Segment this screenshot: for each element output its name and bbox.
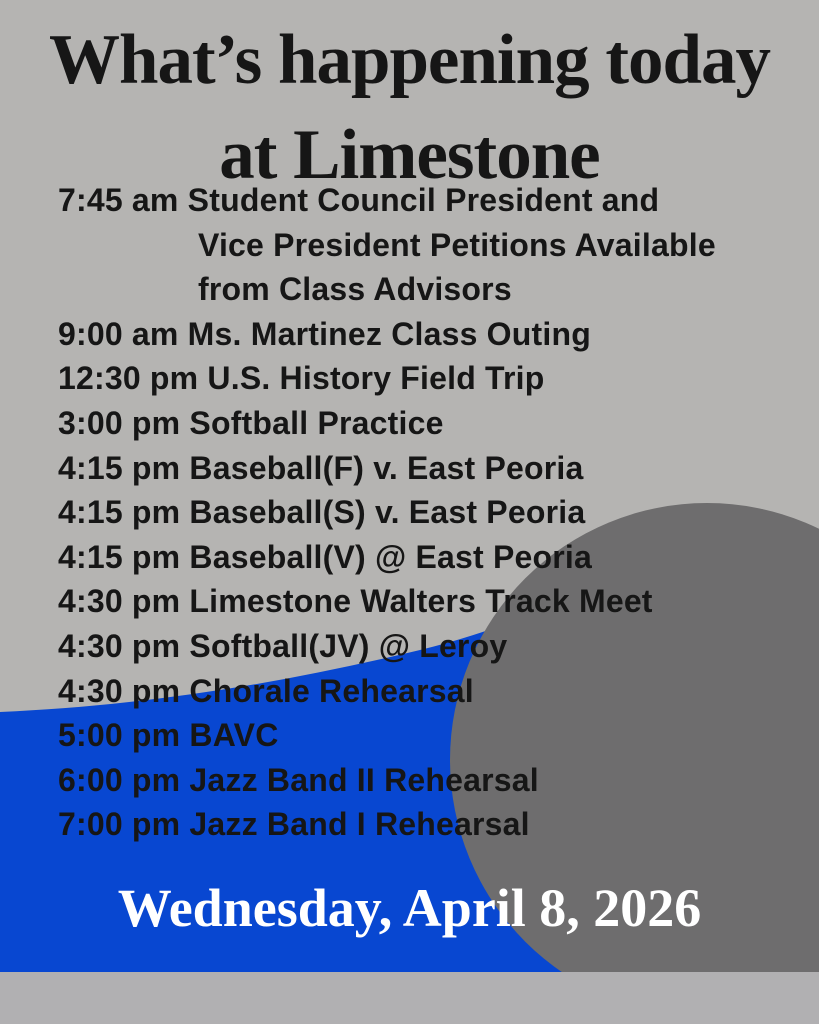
event-date: Wednesday, April 8, 2026 xyxy=(117,878,702,938)
event-line: 7:00 pm Jazz Band I Rehearsal xyxy=(58,806,530,843)
event-line: 9:00 am Ms. Martinez Class Outing xyxy=(58,315,591,352)
poster-title xyxy=(0,13,819,203)
event-line: Vice President Petitions Available xyxy=(198,226,716,263)
event-line: 6:00 pm Jazz Band II Rehearsal xyxy=(58,761,539,798)
event-line: 4:15 pm Baseball(F) v. East Peoria xyxy=(58,449,584,486)
poster-title-line-1: What’s happening today xyxy=(48,21,771,99)
event-line: 3:00 pm Softball Practice xyxy=(58,404,444,441)
events-list xyxy=(58,178,778,847)
event-line: 4:30 pm Chorale Rehearsal xyxy=(58,672,474,709)
event-line: 4:30 pm Limestone Walters Track Meet xyxy=(58,583,653,620)
event-line: 4:30 pm Softball(JV) @ Leroy xyxy=(58,627,508,664)
event-line: 12:30 pm U.S. History Field Trip xyxy=(58,360,545,397)
event-line: 4:15 pm Baseball(V) @ East Peoria xyxy=(58,538,593,575)
bottom-bar xyxy=(0,972,819,1024)
event-line: 5:00 pm BAVC xyxy=(58,717,279,754)
event-line: from Class Advisors xyxy=(198,271,512,308)
poster-title-line-2: at Limestone xyxy=(219,116,600,194)
event-line: 7:45 am Student Council President and xyxy=(58,182,660,218)
event-line: 4:15 pm Baseball(S) v. East Peoria xyxy=(58,494,586,531)
